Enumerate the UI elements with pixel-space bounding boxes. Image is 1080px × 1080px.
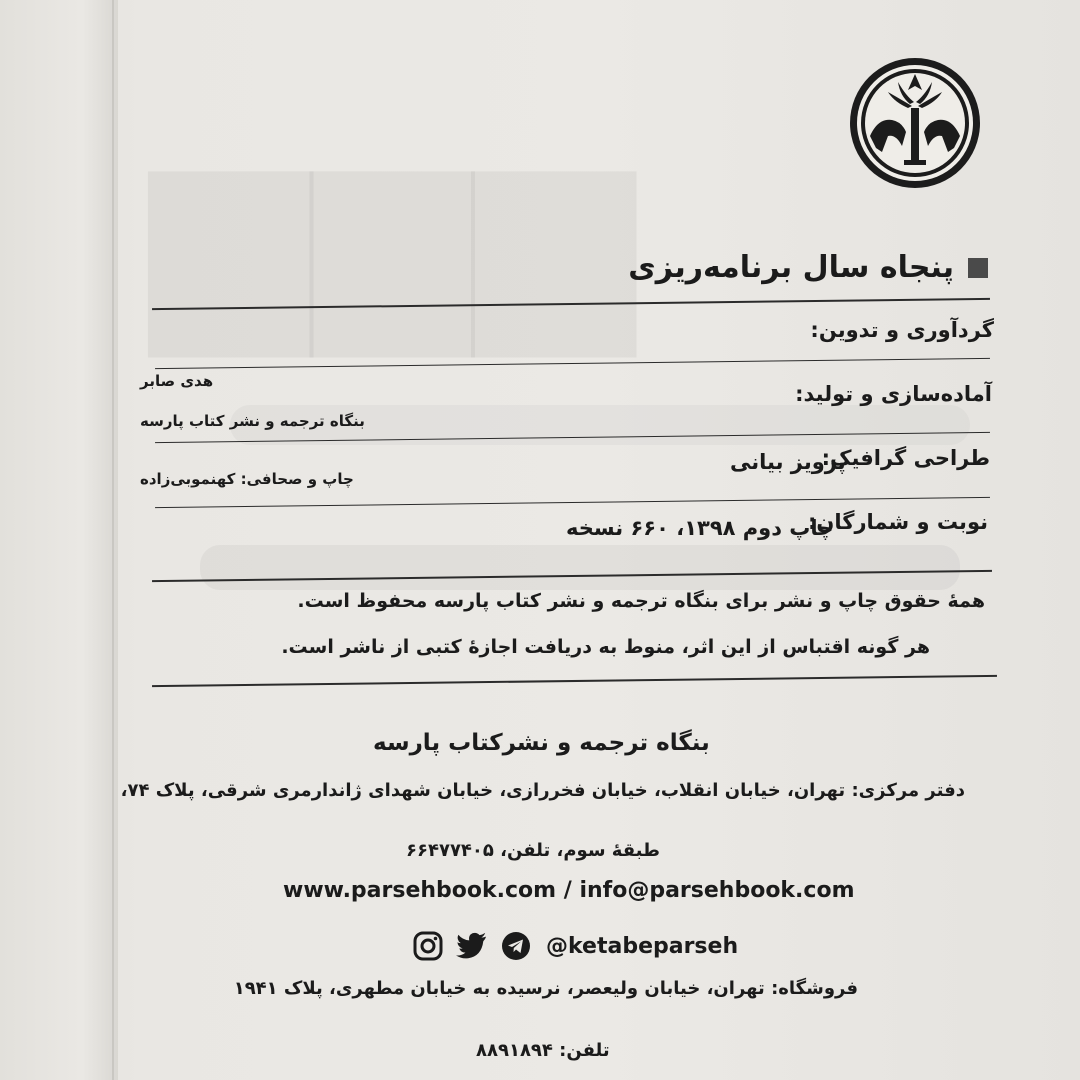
graphic-designer-name: پرویز بیانی xyxy=(730,450,846,474)
show-through-print: ▆▆▆ xyxy=(150,110,635,355)
publisher-name: بنگاه ترجمه و نشرکتاب پارسه xyxy=(373,730,710,756)
social-row xyxy=(412,930,738,962)
office-address-line-1: دفتر مرکزی: تهران، خیابان انقلاب، خیابان فخررازی، خیابان شهدای ژاندارمری شرقی، پلاک ۷۴، xyxy=(120,780,965,801)
store-phone: تلفن: ۸۸۹۱۸۹۴ xyxy=(476,1040,610,1061)
instagram-icon[interactable] xyxy=(412,930,444,962)
row-divider xyxy=(155,358,990,369)
edition-value: چاپ دوم ۱۳۹۸، ۶۶۰ نسخه xyxy=(566,516,834,540)
social-handle[interactable]: @ketabeparseh xyxy=(546,933,739,959)
telegram-icon[interactable] xyxy=(500,930,532,962)
website-email[interactable]: www.parsehbook.com / info@parsehbook.com xyxy=(283,878,855,903)
rights-line-1: همهٔ حقوق چاپ و نشر برای بنگاه ترجمه و نشر کتاب پارسه محفوظ است. xyxy=(297,590,985,612)
producer-name: بنگاه ترجمه و نشر کتاب پارسه xyxy=(140,412,365,430)
twitter-icon[interactable] xyxy=(456,930,488,962)
title-row xyxy=(628,250,988,285)
publisher-logo-icon xyxy=(848,56,982,190)
graphic-label: طراحی گرافیک: xyxy=(821,446,990,470)
row-divider xyxy=(155,497,990,508)
facing-page-edge xyxy=(0,0,118,1080)
edition-label: نوبت و شمارگان: xyxy=(808,510,988,534)
book-title: پنجاه سال برنامه‌ریزی xyxy=(628,250,954,285)
show-through-band xyxy=(200,545,960,590)
printing-credit: چاپ و صحافی: کهنموبی‌زاده xyxy=(140,470,354,488)
office-address-line-2: طبقهٔ سوم، تلفن، ۶۶۴۷۷۴۰۵ xyxy=(406,840,660,861)
store-address: فروشگاه: تهران، خیابان ولیعصر، نرسیده به خیابان مطهری، پلاک ۱۹۴۱ xyxy=(233,978,858,999)
production-label: آماده‌سازی و تولید: xyxy=(795,382,992,406)
compiler-name: هدی صابر xyxy=(140,372,214,390)
bullet-square-icon xyxy=(968,258,988,278)
rights-line-2: هر گونه اقتباس از این اثر، منوط به دریافت اجازهٔ کتبی از ناشر است. xyxy=(281,636,930,658)
rights-bottom-rule xyxy=(152,675,997,687)
compilation-label: گردآوری و تدوین: xyxy=(810,318,994,342)
page-gutter xyxy=(112,0,114,1080)
